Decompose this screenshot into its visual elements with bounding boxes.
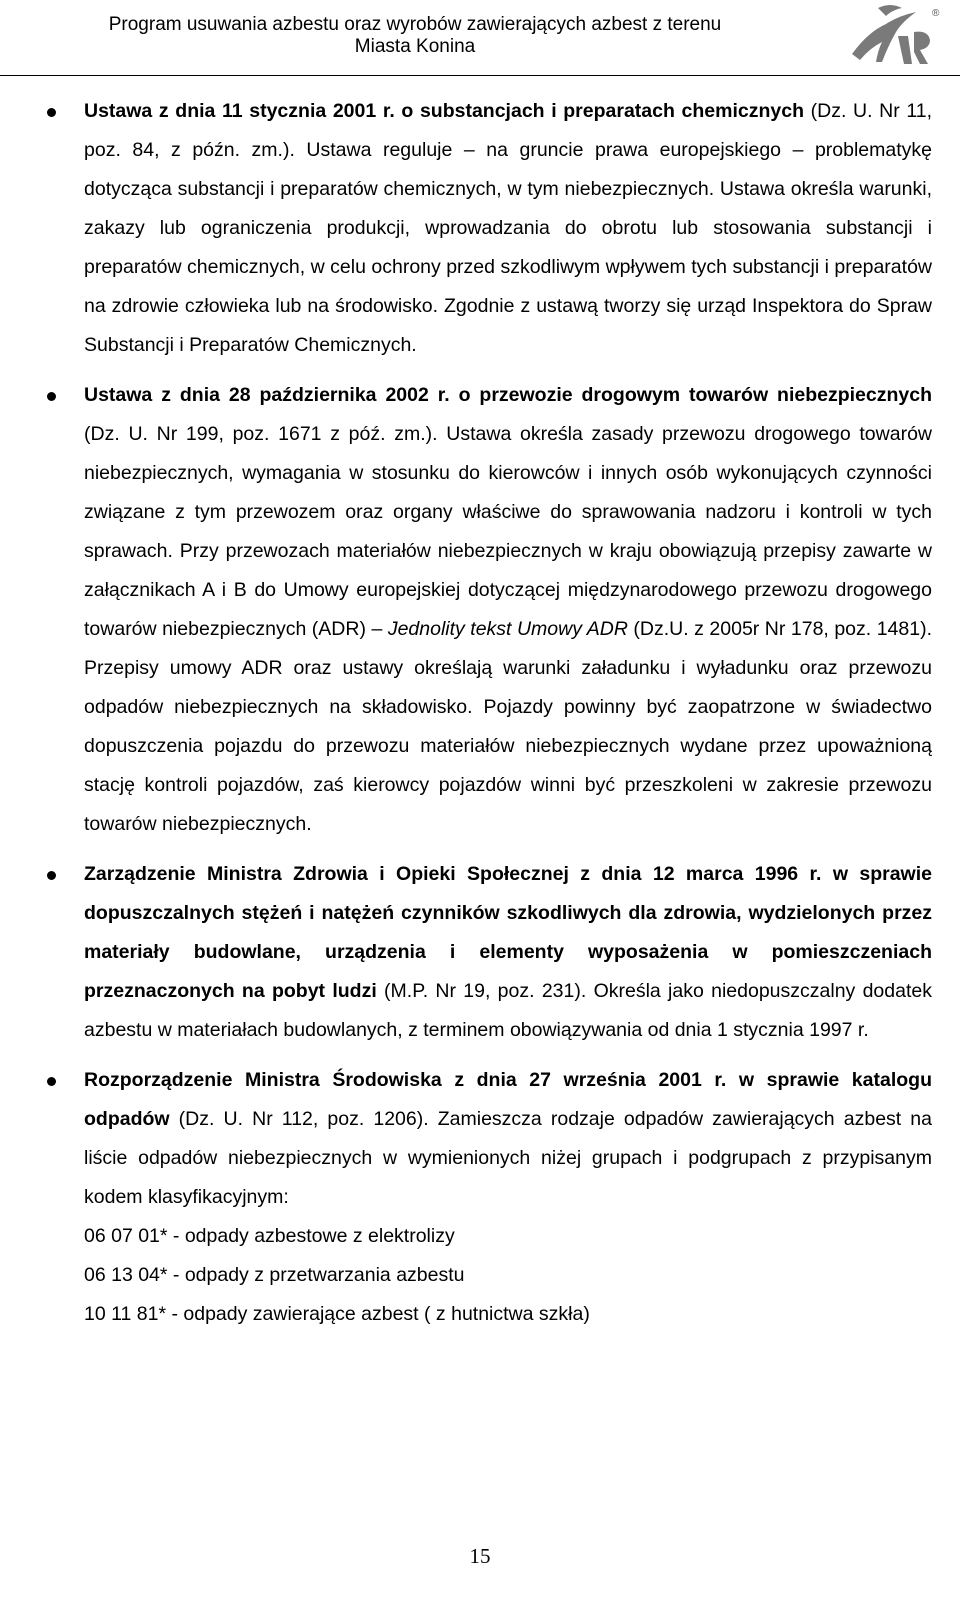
header-rule (0, 75, 960, 76)
document-body (0, 92, 960, 1334)
item-title: Ustawa z dnia 28 października 2002 r. o przewozie drogowym towarów niebezpiecznych (84, 384, 932, 406)
logo-registered-mark: ® (932, 8, 940, 19)
item-body: (M.P. Nr 19, poz. 231). Określa jako niedopuszczalny dodatek azbestu w materiałach budowlanych, z terminem obowiązywania od dnia 1 stycznia 1997 r. (84, 980, 932, 1041)
header-title-line-2: Miasta Konina (354, 36, 476, 57)
header-title-line-1: Program usuwania azbestu oraz wyrobów zawierających azbest z terenu (108, 14, 722, 35)
waste-code-line: 06 13 04* - odpady z przetwarzania azbestu (84, 1264, 465, 1286)
bullet-icon (47, 1077, 56, 1086)
waste-code-line: 10 11 81* - odpady zawierające azbest ( z hutnictwa szkła) (84, 1303, 590, 1325)
waste-code-line: 06 07 01* - odpady azbestowe z elektrolizy (84, 1225, 455, 1247)
item-body-continued: (Dz.U. z 2005r Nr 178, poz. 1481). Przepisy umowy ADR oraz ustawy określają warunki załadunku i wyładunku oraz przewozu odpadów niebezpiecznych na składowisko. Pojazdy powinny być zaopatrzone w świadectwo dopuszczenia pojazdu do przewozu materiałów niebezpiecznych wydane przez upoważnioną stację kontroli pojazdów, zaś kierowcy pojazdów winni być przeszkoleni w zakresie przewozu towarów niebezpiecznych. (84, 618, 932, 835)
bullet-icon (47, 392, 56, 401)
abr-logo (838, 2, 948, 72)
item-title: Rozporządzenie Ministra Środowiska z dnia 27 września 2001 r. w sprawie katalogu odpadów (84, 1069, 932, 1130)
page-number: 15 (469, 1544, 491, 1568)
item-title: Ustawa z dnia 11 stycznia 2001 r. o substancjach i preparatach chemicznych (84, 100, 804, 122)
list-item (0, 1061, 960, 1334)
item-body: (Dz. U. Nr 112, poz. 1206). Zamieszcza rodzaje odpadów zawierających azbest na liście odpadów niebezpiecznych w wymienionych niżej grupach i podgrupach z przypisanym kodem klasyfikacyjnym: (84, 1108, 932, 1208)
header-title (0, 14, 830, 58)
bullet-icon (47, 108, 56, 117)
item-italic-reference: Jednolity tekst Umowy ADR (387, 618, 628, 640)
page-header (0, 0, 960, 78)
item-title: Zarządzenie Ministra Zdrowia i Opieki Społecznej z dnia 12 marca 1996 r. w sprawie dopuszczalnych stężeń i natężeń czynników szkodliwych dla zdrowia, wydzielonych przez materiały budowlane, urządzenia i elementy wyposażenia w pomieszczeniach przeznaczonych na pobyt ludzi (84, 863, 932, 1002)
list-item (0, 855, 960, 1050)
list-item (0, 92, 960, 365)
item-body: (Dz. U. Nr 199, poz. 1671 z póź. zm.). Ustawa określa zasady przewozu drogowego towarów niebezpiecznych, wymagania w stosunku do kierowców i innych osób wykonujących czynności związane z tym przewozem oraz organy właściwe do sprawowania nadzoru i kontroli w tych sprawach. Przy przewozach materiałów niebezpiecznych w kraju obowiązują przepisy zawarte w załącznikach A i B do Umowy europejskiej dotyczącej międzynarodowego przewozu drogowego towarów niebezpiecznych (ADR) – (84, 423, 932, 640)
bullet-icon (47, 871, 56, 880)
list-item (0, 376, 960, 844)
item-body: (Dz. U. Nr 11, poz. 84, z późn. zm.). Ustawa reguluje – na gruncie prawa europejskiego – problematykę dotycząca substancji i preparatów chemicznych, w tym niebezpiecznych. Ustawa określa warunki, zakazy lub ograniczenia produkcji, wprowadzania do obrotu lub stosowania substancji i preparatów chemicznych, w celu ochrony przed szkodliwym wpływem tych substancji i preparatów na zdrowie człowieka lub na środowisko. Zgodnie z ustawą tworzy się urząd Inspektora do Spraw Substancji i Preparatów Chemicznych. (84, 100, 933, 356)
